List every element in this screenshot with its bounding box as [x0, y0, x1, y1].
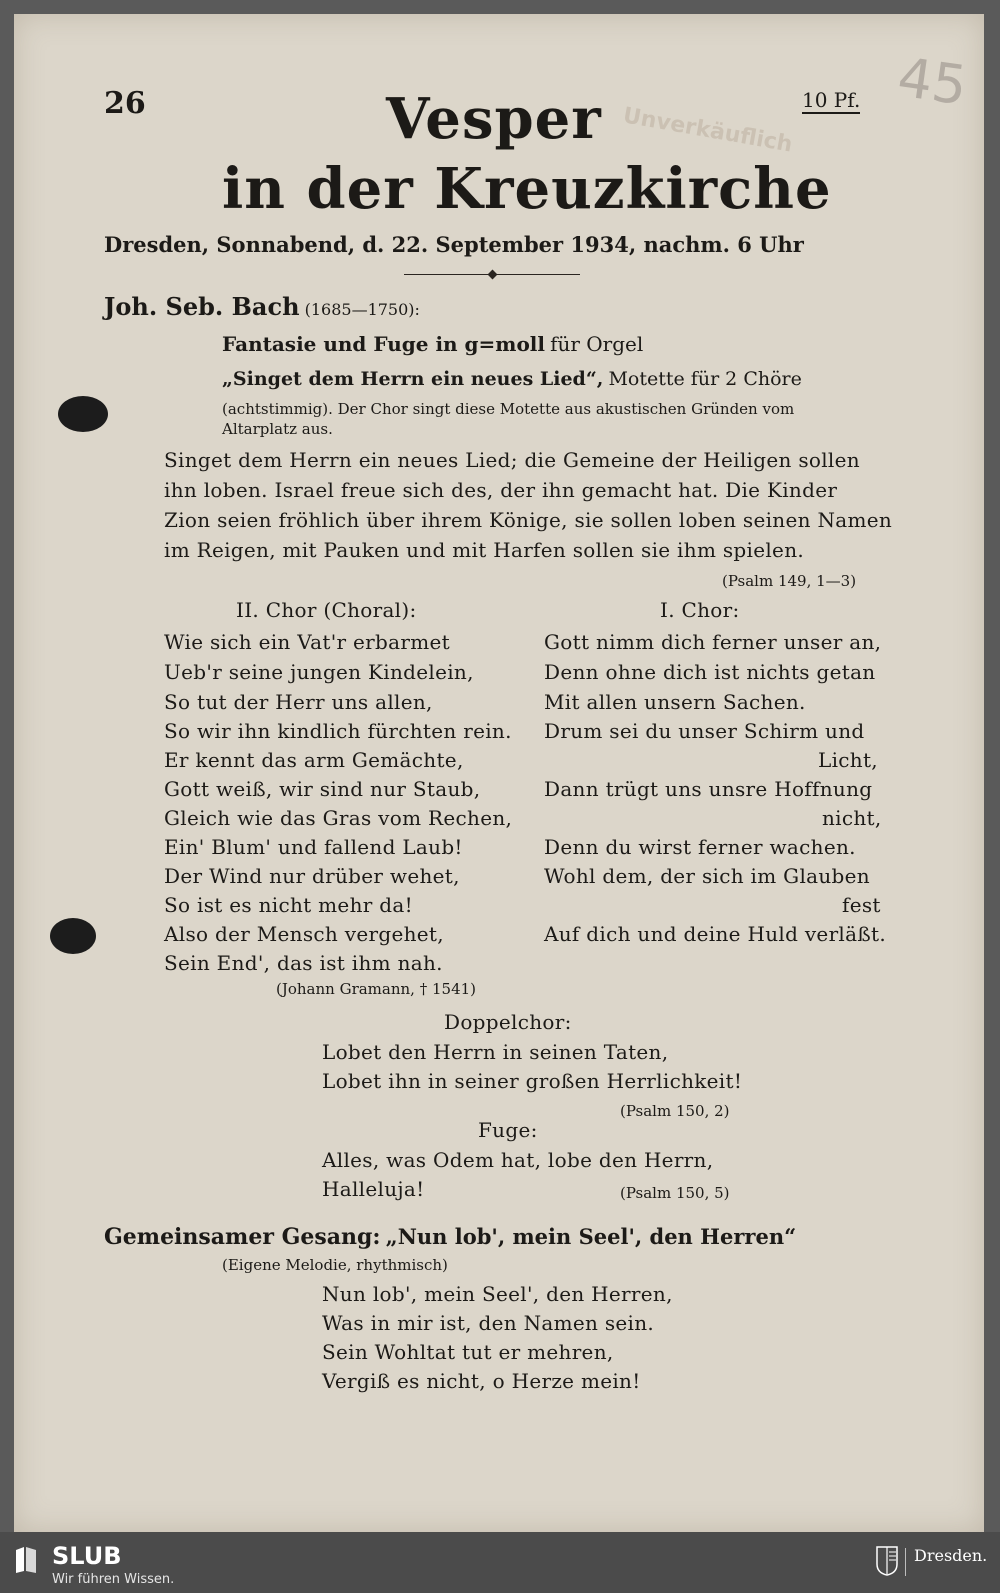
- psalm-reference: (Psalm 149, 1—3): [722, 572, 857, 590]
- choir-2-line: Ueb'r seine jungen Kindelein,: [164, 660, 474, 684]
- choir-2-line: Sein End', das ist ihm nah.: [164, 951, 443, 975]
- psalm-line: Singet dem Herrn ein neues Lied; die Gemeine der Heiligen sollen: [164, 448, 860, 472]
- choir-1-heading: I. Chor:: [660, 598, 740, 622]
- choir-2-line: Also der Mensch vergehet,: [164, 922, 444, 946]
- dresden-name[interactable]: Dresden.: [914, 1546, 988, 1565]
- work-2-suffix: Motette für 2 Chöre: [608, 368, 802, 390]
- hymn-label: Gemeinsamer Gesang:: [104, 1224, 381, 1250]
- choir-1-line: Gott nimm dich ferner unser an,: [544, 630, 882, 654]
- price: 10 Pf.: [802, 88, 861, 112]
- choir-2-line: Er kennt das arm Gemächte,: [164, 748, 464, 772]
- choir-1-line: Auf dich und deine Huld verläßt.: [544, 922, 887, 946]
- choir-2-line: Gleich wie das Gras vom Rechen,: [164, 806, 513, 830]
- choir-2-line: So tut der Herr uns allen,: [164, 690, 433, 714]
- slub-book-icon: [14, 1546, 38, 1574]
- dresden-crest-icon: [876, 1546, 898, 1576]
- binding-hole-bottom: [50, 918, 96, 954]
- choir-2-line: So wir ihn kindlich fürchten rein.: [164, 719, 512, 743]
- choir-1-line: Denn du wirst ferner wachen.: [544, 835, 856, 859]
- work-2: [222, 368, 802, 390]
- work-1-title: Fantasie und Fuge in g=moll: [222, 332, 545, 356]
- work-1-suffix: für Orgel: [550, 332, 644, 356]
- doppelchor-reference: (Psalm 150, 2): [620, 1102, 730, 1120]
- choir-1-line: Drum sei du unser Schirm und: [544, 719, 865, 743]
- choir-1-line: fest: [842, 893, 881, 917]
- psalm-line: Zion seien fröhlich über ihrem Könige, sie sollen loben seinen Namen: [164, 508, 893, 532]
- doppelchor-line: Lobet den Herrn in seinen Taten,: [322, 1040, 669, 1064]
- choir-1-line: Dann trügt uns unsre Hoffnung: [544, 777, 873, 801]
- page-number: 26: [104, 86, 146, 121]
- choir-1-line: Denn ohne dich ist nichts getan: [544, 660, 876, 684]
- fuge-heading: Fuge:: [478, 1118, 538, 1142]
- choir-2-line: Gott weiß, wir sind nur Staub,: [164, 777, 481, 801]
- pencil-note: 45: [893, 45, 971, 118]
- fuge-line: Alles, was Odem hat, lobe den Herrn,: [322, 1148, 714, 1172]
- hymn-title: „Nun lob', mein Seel', den Herren“: [385, 1224, 797, 1249]
- footer-separator: [905, 1548, 906, 1576]
- hymn-line: Was in mir ist, den Namen sein.: [322, 1311, 655, 1335]
- fuge-reference: (Psalm 150, 5): [620, 1184, 730, 1202]
- composer-name: Joh. Seb. Bach: [104, 292, 300, 321]
- hymn-line: Sein Wohltat tut er mehren,: [322, 1340, 614, 1364]
- choir-2-line: Wie sich ein Vat'r erbarmet: [164, 630, 450, 654]
- choir-2-line: Ein' Blum' und fallend Laub!: [164, 835, 463, 859]
- unverkaeuflich-stamp: Unverkäuflich: [621, 103, 795, 158]
- choir-2-line: Der Wind nur drüber wehet,: [164, 864, 460, 888]
- composer-dates: (1685—1750):: [304, 300, 420, 319]
- work-2-title: „Singet dem Herrn ein neues Lied“,: [222, 368, 604, 390]
- slub-tagline: Wir führen Wissen.: [52, 1572, 175, 1587]
- choir-1-line: nicht,: [822, 806, 882, 830]
- choir-1-line: Wohl dem, der sich im Glauben: [544, 864, 870, 888]
- psalm-line: im Reigen, mit Pauken und mit Harfen sollen sie ihm spielen.: [164, 538, 805, 562]
- title-line-1: Vesper: [386, 86, 602, 152]
- choir-2-line: So ist es nicht mehr da!: [164, 893, 413, 917]
- work-1: [222, 332, 643, 356]
- performance-note-2: Altarplatz aus.: [222, 420, 333, 438]
- choir-2-heading: II. Chor (Choral):: [236, 598, 417, 622]
- hymn-line: Nun lob', mein Seel', den Herren,: [322, 1282, 673, 1306]
- psalm-line: ihn loben. Israel freue sich des, der ihn gemacht hat. Die Kinder: [164, 478, 838, 502]
- binding-hole-top: [58, 396, 108, 432]
- title-line-2: in der Kreuzkirche: [222, 156, 832, 222]
- choir-1-line: Licht,: [818, 748, 878, 772]
- fuge-line: Halleluja!: [322, 1177, 425, 1201]
- hymn-note: (Eigene Melodie, rhythmisch): [222, 1256, 448, 1274]
- subtitle: Dresden, Sonnabend, d. 22. September 1934, nachm. 6 Uhr: [104, 232, 804, 257]
- performance-note-1: (achtstimmig). Der Chor singt diese Motette aus akustischen Gründen vom: [222, 400, 795, 418]
- choir-2-attribution: (Johann Gramann, † 1541): [276, 980, 477, 998]
- doppelchor-line: Lobet ihn in seiner großen Herrlichkeit!: [322, 1069, 743, 1093]
- slub-name[interactable]: SLUB: [52, 1542, 122, 1570]
- composer-line: [104, 292, 420, 321]
- hymn-heading: [104, 1224, 796, 1250]
- choir-1-line: Mit allen unsern Sachen.: [544, 690, 806, 714]
- doppelchor-heading: Doppelchor:: [444, 1010, 572, 1034]
- hymn-line: Vergiß es nicht, o Herze mein!: [322, 1369, 641, 1393]
